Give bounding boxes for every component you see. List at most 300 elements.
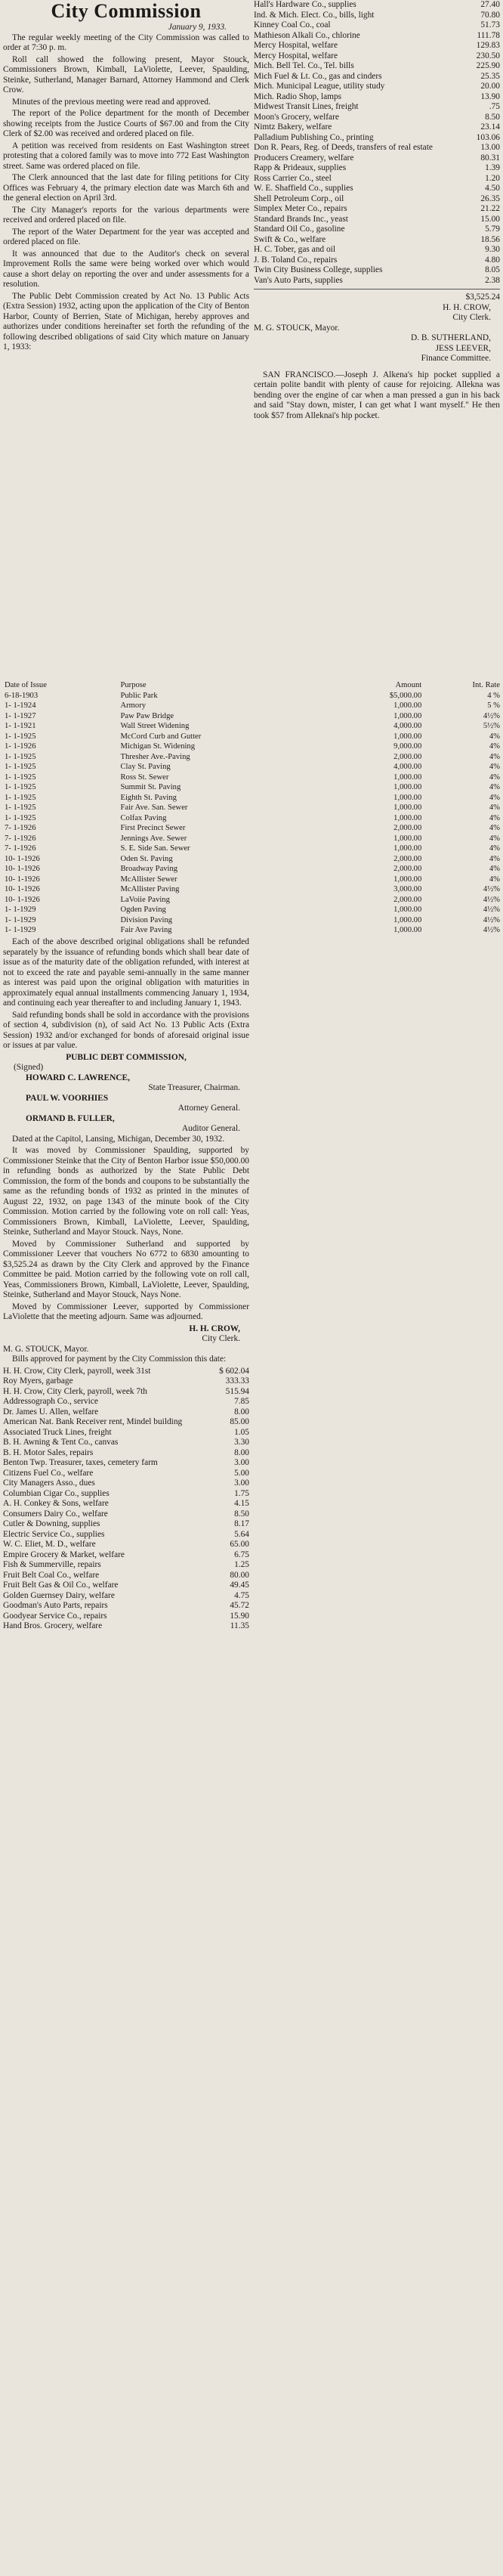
bond-date: 10- 1-1926 xyxy=(5,885,40,893)
ledger-item-amount: 103.06 xyxy=(476,132,500,142)
bond-date: 1- 1-1925 xyxy=(5,772,36,782)
bond-row xyxy=(3,793,501,803)
ledger-item-name: Mathieson Alkali Co., chlorine xyxy=(254,30,360,40)
ledger-item-amount: 23.14 xyxy=(480,122,500,132)
bond-purpose: Clay St. Paving xyxy=(120,763,171,771)
bond-amount: 2,000.00 xyxy=(393,824,422,832)
bond-rate: 4½% xyxy=(483,885,500,893)
ledger-item-name: W. C. Eliet, M. D., welfare xyxy=(3,1540,96,1549)
ledger-item-amount: 4.50 xyxy=(485,184,500,193)
bond-amount: 1,000.00 xyxy=(393,783,422,791)
ledger-row xyxy=(254,51,500,62)
bond-purpose: LaVoiie Paving xyxy=(120,895,170,904)
bond-row xyxy=(3,915,501,926)
ledger-item-name: H. C. Tober, gas and oil xyxy=(254,245,335,254)
ledger-item-name: Goodman's Auto Parts, repairs xyxy=(3,1601,108,1610)
ledger-row xyxy=(254,41,500,51)
ledger-item-amount: 6.75 xyxy=(234,1550,249,1559)
bond-rate: 4% xyxy=(489,732,500,741)
ledger-row xyxy=(3,1489,249,1500)
ledger-item-amount: 3.00 xyxy=(234,1458,249,1467)
ledger-item-amount: $ 602.04 xyxy=(219,1366,249,1376)
ledger-item-name: Dr. James U. Allen, welfare xyxy=(3,1407,99,1416)
ledger-item-name: H. H. Crow, City Clerk, payroll, week 31st xyxy=(3,1366,151,1376)
ledger-item-amount: 129.83 xyxy=(476,41,500,50)
bills-mayor-signature: M. G. STOUCK, Mayor. xyxy=(3,1344,89,1354)
bond-date: 7- 1-1926 xyxy=(5,834,36,843)
ledger-item-amount: 8.00 xyxy=(234,1407,249,1416)
bond-row xyxy=(3,803,501,813)
bond-date: 10- 1-1926 xyxy=(5,875,40,884)
commission-signed: (Signed) xyxy=(14,1063,44,1072)
ledger-item-name: Roy Myers, garbage xyxy=(3,1376,73,1386)
ledger-item-name: Mich. Bell Tel. Co., Tel. bills xyxy=(254,61,354,70)
ledger-item-name: Simplex Meter Co., repairs xyxy=(254,204,347,213)
bond-date: 7- 1-1926 xyxy=(5,844,36,853)
ledger-item-name: B. H. Awning & Tent Co., canvas xyxy=(3,1438,119,1447)
ledger-item-name: Moon's Grocery, welfare xyxy=(254,112,339,122)
bond-amount: 4,000.00 xyxy=(393,722,422,730)
paragraph: Dated at the Capitol, Lansing, Michigan, December 30, 1932. xyxy=(12,1134,225,1144)
bond-rate: 4½% xyxy=(483,906,500,914)
ledger-row xyxy=(3,1387,249,1398)
ledger-item-amount: 8.00 xyxy=(234,1447,249,1457)
ledger-row xyxy=(3,1417,249,1428)
bond-row xyxy=(3,854,501,865)
ledger-item-name: Addressograph Co., service xyxy=(3,1397,98,1406)
bond-row xyxy=(3,864,501,875)
bond-rate: 4 % xyxy=(487,691,500,700)
ledger-item-name: J. B. Toland Co., repairs xyxy=(254,255,338,265)
ledger-item-name: Golden Guernsey Dairy, welfare xyxy=(3,1590,115,1600)
right-column xyxy=(254,0,500,423)
bond-row xyxy=(3,905,501,915)
bond-purpose: Armory xyxy=(120,701,147,710)
ledger-item-name: Ind. & Mich. Elect. Co., bills, light xyxy=(254,10,375,20)
ledger-item-name: Hand Bros. Grocery, welfare xyxy=(3,1621,103,1630)
ledger-row xyxy=(3,1469,249,1479)
ledger-total-row xyxy=(254,293,500,303)
ledger-row xyxy=(254,92,500,103)
bond-date: 1- 1-1929 xyxy=(5,906,36,914)
bond-amount: 1,000.00 xyxy=(393,803,422,812)
bond-date: 1- 1-1925 xyxy=(5,752,36,761)
bond-row xyxy=(3,772,501,783)
bond-date: 1- 1-1929 xyxy=(5,926,36,934)
ledger-item-name: Citizens Fuel Co., welfare xyxy=(3,1468,94,1478)
commission-member-role: Auditor General. xyxy=(181,1124,240,1133)
bond-row xyxy=(3,742,501,752)
bond-row xyxy=(3,782,501,793)
ledger-row xyxy=(254,20,500,31)
bond-table-header xyxy=(3,680,501,691)
ledger-row xyxy=(254,255,500,266)
ledger-item-amount: 65.00 xyxy=(230,1540,249,1549)
ledger-row xyxy=(3,1407,249,1418)
bond-date: 10- 1-1926 xyxy=(5,895,40,904)
bond-date: 10- 1-1926 xyxy=(5,865,40,873)
ledger-item-name: American Nat. Bank Receiver rent, Mindel building xyxy=(3,1417,183,1426)
bond-rate: 4% xyxy=(489,834,500,843)
ledger-row xyxy=(254,174,500,184)
bond-table xyxy=(3,680,501,936)
ledger-row xyxy=(254,153,500,164)
bond-rate: 4% xyxy=(489,783,500,791)
ledger-row xyxy=(254,82,500,92)
bond-rate: 4½% xyxy=(483,711,500,720)
bond-rate: 4% xyxy=(489,844,500,853)
ledger-row xyxy=(3,1612,249,1622)
ledger-row xyxy=(254,102,500,113)
ledger-row xyxy=(3,1601,249,1612)
ledger-item-name: Rapp & Prideaux, supplies xyxy=(254,163,347,172)
col-date: Date of Issue xyxy=(5,681,47,689)
article-title: City Commission xyxy=(51,0,202,22)
ledger-item-amount: 4.80 xyxy=(485,255,500,265)
committee-member: D. B. SUTHERLAND, xyxy=(411,333,491,342)
bond-amount: 1,000.00 xyxy=(393,834,422,843)
bond-rate: 4% xyxy=(489,763,500,771)
committee-title: Finance Committee. xyxy=(421,354,491,363)
ledger-row xyxy=(3,1458,249,1469)
bond-row xyxy=(3,732,501,742)
ledger-item-name: A. H. Conkey & Sons, welfare xyxy=(3,1499,109,1508)
bond-purpose: Ross St. Sewer xyxy=(120,772,169,782)
bond-amount: $5,000.00 xyxy=(389,691,422,700)
ledger-item-name: Twin City Business College, supplies xyxy=(254,265,383,274)
ledger-item-name: Consumers Dairy Co., welfare xyxy=(3,1509,108,1519)
ledger-item-amount: 3.30 xyxy=(234,1438,249,1447)
bond-date: 1- 1-1925 xyxy=(5,783,36,791)
ledger-item-amount: 70.80 xyxy=(480,10,500,20)
bond-date: 1- 1-1924 xyxy=(5,701,36,710)
bond-date: 1- 1-1925 xyxy=(5,803,36,812)
paragraph: Moved by Commissioner Sutherland and supported by Commissioner Leever that vouchers No 6772 to 6830 amounting to $3,525.24 as drawn by the City Clerk and approved by the Finance Committee be paid. Motion carried by the following vote on roll call, Yeas, Commissioners Brown, Kimball, LaViolette, Leever, Spaulding, Steinke, Sutherland and Mayor Stouck, Nays None. xyxy=(3,1239,249,1299)
ledger-item-amount: 111.78 xyxy=(477,30,500,40)
commission-heading: PUBLIC DEBT COMMISSION, xyxy=(66,1052,187,1062)
ledger-row xyxy=(254,204,500,215)
news-item-san-francisco: SAN FRANCISCO.—Joseph J. Alkena's hip pocket supplied a certain polite bandit with plenty of cause for rejoicing. Allekna was bending over the engine of car when a man pressed a gun in his back and said "Stay down, mister, I can get what I want myself." He then took $57 from Alleknai's hip pocket. xyxy=(254,370,500,420)
bond-purpose: First Precinct Sewer xyxy=(120,824,186,832)
ledger-row xyxy=(3,1499,249,1509)
ledger-item-amount: 11.35 xyxy=(230,1621,249,1630)
bond-purpose: Public Park xyxy=(120,691,158,700)
bond-amount: 2,000.00 xyxy=(393,752,422,761)
bond-row xyxy=(3,752,501,763)
ledger-item-name: Mich Fuel & Lt. Co., gas and cinders xyxy=(254,71,382,81)
ledger-total: $3,525.24 xyxy=(465,293,500,302)
bond-amount: 4,000.00 xyxy=(393,763,422,771)
bond-rate: 4% xyxy=(489,854,500,863)
col-purpose: Purpose xyxy=(120,681,147,689)
paragraph: A petition was received from residents on East Washington street protesting that a colored family was to move into 772 East Washington street. Same was ordered placed on file. xyxy=(3,141,249,171)
ledger-item-name: Standard Oil Co., gasoline xyxy=(254,224,345,234)
ledger-item-name: Empire Grocery & Market, welfare xyxy=(3,1550,125,1559)
ledger-item-amount: 80.31 xyxy=(480,153,500,163)
paragraph: The report of the Police department for the month of December showing receipts from the Justice Courts of $67.00 and from the City Clerk of $2.00 was received and ordered placed on file. xyxy=(3,109,249,138)
ledger-row xyxy=(3,1621,249,1632)
ledger-item-amount: 1.39 xyxy=(485,163,500,172)
ledger-item-name: Electric Service Co., supplies xyxy=(3,1529,105,1539)
ledger-item-amount: 333.33 xyxy=(225,1376,249,1386)
ledger-item-name: City Managers Asso., dues xyxy=(3,1478,95,1488)
ledger-row xyxy=(3,1448,249,1459)
bond-purpose: Wall Street Widening xyxy=(120,722,190,730)
ledger-item-name: Fruit Belt Gas & Oil Co., welfare xyxy=(3,1581,119,1590)
bond-row xyxy=(3,823,501,834)
paragraph: Each of the above described original obligations shall be refunded separately by the issuance of refunding bonds which shall bear date of issue as of the maturity date of the obligation refunded, with interest at not to exceed the rate and payable semi-annually in the same manner as interest was paid upon the original obligation with maturities in approximately equal annual installments commencing January 1, 1934, and continuing each year thereafter to and including January 1, 1943. xyxy=(3,937,249,1008)
bond-amount: 1,000.00 xyxy=(393,844,422,853)
ledger-list xyxy=(254,0,500,286)
bond-date: 1- 1-1926 xyxy=(5,742,36,751)
bond-amount: 3,000.00 xyxy=(393,885,422,893)
ledger-row xyxy=(254,61,500,72)
bond-date: 1- 1-1921 xyxy=(5,722,36,730)
ledger-item-amount: 7.85 xyxy=(234,1397,249,1406)
bond-row xyxy=(3,701,501,711)
ledger-item-name: Standard Brands Inc., yeast xyxy=(254,214,348,224)
ledger-item-name: Associated Truck Lines, freight xyxy=(3,1427,112,1437)
ledger-item-amount: 1.25 xyxy=(234,1560,249,1569)
ledger-row xyxy=(3,1530,249,1540)
bond-rate: 4½% xyxy=(483,895,500,904)
ledger-item-name: Benton Twp. Treasurer, taxes, cemetery farm xyxy=(3,1458,158,1467)
bond-date: 1- 1-1925 xyxy=(5,763,36,771)
ledger-item-name: B. H. Motor Sales, repairs xyxy=(3,1447,94,1457)
bond-amount: 1,000.00 xyxy=(393,926,422,934)
bond-amount: 1,000.00 xyxy=(393,813,422,822)
paragraph: The City Manager's reports for the various departments were received and ordered placed on file. xyxy=(3,205,249,224)
bond-date: 1- 1-1929 xyxy=(5,915,36,924)
ledger-row xyxy=(254,224,500,235)
ledger-item-name: Columbian Cigar Co., supplies xyxy=(3,1488,110,1498)
bond-row xyxy=(3,762,501,772)
ledger-row xyxy=(254,72,500,82)
ledger-row xyxy=(254,235,500,246)
paragraph: The report of the Water Department for the year was accepted and ordered placed on file. xyxy=(3,227,249,246)
ledger-row xyxy=(3,1509,249,1520)
bond-amount: 1,000.00 xyxy=(393,793,422,802)
bond-amount: 1,000.00 xyxy=(393,732,422,741)
ledger-row xyxy=(254,143,500,153)
ledger-item-amount: 3.00 xyxy=(234,1478,249,1488)
ledger-item-name: Producers Creamery, welfare xyxy=(254,153,354,163)
ledger-item-amount: 230.50 xyxy=(476,51,500,60)
bond-date: 10- 1-1926 xyxy=(5,854,40,863)
bond-purpose: Paw Paw Bridge xyxy=(120,711,174,720)
paragraph: The Public Debt Commission created by Act No. 13 Public Acts (Extra Session) 1932, acting upon the application of the City of Benton Harbor, County of Berrien, State of Michigan, hereby approves and authorizes under conditions hereinafter set forth the refunding of the following described obligations of said City which mature on January 1, 1933: xyxy=(3,291,249,351)
ledger-item-amount: 26.35 xyxy=(480,194,500,203)
left-column xyxy=(3,0,249,355)
paragraph: Roll call showed the following present, Mayor Stouck, Commissioners Brown, Kimball, LaViolette, Leever, Spaulding, Steinke, Sutherland, Manager Barnard, Attorney Hammond and Clerk Crow. xyxy=(3,54,249,94)
bond-date: 1- 1-1925 xyxy=(5,793,36,802)
bond-purpose: Fair Ave Paving xyxy=(120,926,172,934)
ledger-item-name: Hall's Hardware Co., supplies xyxy=(254,0,356,9)
bond-rate: 4% xyxy=(489,865,500,873)
bond-purpose: Fair Ave. San. Sewer xyxy=(120,803,188,812)
ledger-item-amount: 9.30 xyxy=(485,245,500,254)
ledger-item-amount: 5.79 xyxy=(485,224,500,234)
ledger-item-amount: 45.72 xyxy=(230,1601,249,1610)
ledger-item-name: Cutler & Downing, supplies xyxy=(3,1519,100,1528)
bond-rate: 4% xyxy=(489,772,500,782)
commission-member-name: PAUL W. VOORHIES xyxy=(26,1093,109,1103)
bond-amount: 2,000.00 xyxy=(393,895,422,904)
ledger-item-name: Van's Auto Parts, supplies xyxy=(254,275,343,285)
ledger-item-name: Midwest Transit Lines, freight xyxy=(254,102,359,111)
ledger-row xyxy=(254,31,500,42)
bond-purpose: Oden St. Paving xyxy=(120,854,173,863)
ledger-item-amount: 1.05 xyxy=(234,1427,249,1437)
paragraph: It was announced that due to the Auditor's check on several Improvement Rolls the same were being worked over which would cause a short delay on reporting the over and under assessments for a resolution. xyxy=(3,249,249,289)
bond-date: 6-18-1903 xyxy=(5,691,39,700)
bond-purpose: Summit St. Paving xyxy=(120,783,181,791)
bond-amount: 1,000.00 xyxy=(393,875,422,884)
paragraph: The Clerk announced that the last date for filing petitions for City Offices was February 4, the primary election date was March 6th and the general election on April 3rd. xyxy=(3,173,249,203)
ledger-item-amount: 18.56 xyxy=(480,234,500,244)
ledger-item-amount: 80.00 xyxy=(230,1570,249,1580)
ledger-row xyxy=(254,163,500,174)
ledger-item-amount: 515.94 xyxy=(225,1386,249,1396)
bond-row xyxy=(3,875,501,885)
bond-row xyxy=(3,895,501,906)
bond-row xyxy=(3,834,501,844)
ledger-item-name: Ross Carrier Co., steel xyxy=(254,173,332,183)
ledger-row xyxy=(3,1560,249,1571)
bond-amount: 2,000.00 xyxy=(393,854,422,863)
ledger-item-name: H. H. Crow, City Clerk, payroll, week 7th xyxy=(3,1386,147,1396)
ledger-item-amount: 225.90 xyxy=(476,61,500,70)
ledger-row xyxy=(254,194,500,205)
ledger-item-amount: 25.35 xyxy=(480,71,500,81)
adjourn-signature-name: H. H. CROW, xyxy=(189,1324,240,1333)
ledger-item-name: Palladium Publishing Co., printing xyxy=(254,132,374,142)
bond-amount: 1,000.00 xyxy=(393,915,422,924)
commission-member-name: ORMAND B. FULLER, xyxy=(26,1113,115,1123)
ledger-item-amount: 15.90 xyxy=(230,1611,249,1621)
ledger-item-name: Kinney Coal Co., coal xyxy=(254,20,331,29)
ledger-item-amount: 15.00 xyxy=(480,214,500,224)
bond-rate: 4% xyxy=(489,813,500,822)
bond-rate: 4% xyxy=(489,824,500,832)
bond-purpose: McCord Curb and Gutter xyxy=(120,732,202,741)
ledger-item-amount: 20.00 xyxy=(480,82,500,91)
ledger-row xyxy=(3,1550,249,1561)
ledger-row xyxy=(3,1397,249,1407)
bond-date: 1- 1-1925 xyxy=(5,813,36,822)
bond-rate: 4% xyxy=(489,752,500,761)
mayor-signature: M. G. STOUCK, Mayor. xyxy=(254,323,340,333)
clerk-signature-title: City Clerk. xyxy=(452,313,491,322)
bond-purpose: McAllister Sewer xyxy=(120,875,177,884)
ledger-item-amount: 4.75 xyxy=(234,1590,249,1600)
ledger-item-amount: 8.17 xyxy=(234,1519,249,1528)
paragraph: It was moved by Commissioner Spaulding, supported by Commissioner Steinke that the City of Benton Harbor issue $50,000.00 in refunding bonds as authorized by the State Public Debt Commission, the form of the bonds and coupons to be substantially the same as the refunding bonds of 1932 as printed in the minutes of August 22, 1932, on page 1343 of the minute book of the City Commission. Motion carried by the following vote on roll call: Yeas, Commissioners Brown, Kimball, LaViolette, Leever, Spaulding, Steinke, Sutherland and Mayor Stouck. Nays, None. xyxy=(3,1146,249,1237)
col-amount: Amount xyxy=(395,681,422,689)
ledger-row xyxy=(254,11,500,21)
ledger-item-amount: .75 xyxy=(489,102,500,111)
bond-rate: 4% xyxy=(489,803,500,812)
bond-amount: 1,000.00 xyxy=(393,772,422,782)
ledger-row xyxy=(254,276,500,286)
bond-purpose: Division Paving xyxy=(120,915,173,924)
bond-purpose: Colfax Paving xyxy=(120,813,167,822)
ledger-item-name: Fish & Summerville, repairs xyxy=(3,1560,101,1569)
ledger-item-amount: 85.00 xyxy=(230,1417,249,1426)
ledger-row xyxy=(254,0,500,11)
ledger-row xyxy=(254,184,500,194)
bond-purpose: McAllister Paving xyxy=(120,885,180,893)
ledger-item-amount: 8.05 xyxy=(485,265,500,274)
ledger-row xyxy=(254,215,500,225)
bond-rate: 5 % xyxy=(487,701,500,710)
bond-amount: 9,000.00 xyxy=(393,742,422,751)
bond-amount: 1,000.00 xyxy=(393,711,422,720)
ledger-item-amount: 13.90 xyxy=(480,91,500,101)
bond-purpose: S. E. Side San. Sewer xyxy=(120,844,190,853)
ledger-row xyxy=(3,1367,249,1377)
ledger-item-amount: 27.40 xyxy=(480,0,500,9)
bond-purpose: Thresher Ave.-Paving xyxy=(120,752,190,761)
bond-row xyxy=(3,691,501,701)
bond-purpose: Ogden Paving xyxy=(120,906,166,914)
ledger-item-name: Mercy Hospital, welfare xyxy=(254,41,338,50)
ledger-item-amount: 2.38 xyxy=(485,275,500,285)
ledger-item-amount: 4.15 xyxy=(234,1499,249,1508)
bond-date: 7- 1-1926 xyxy=(5,824,36,832)
bond-rate: 4½% xyxy=(483,915,500,924)
bond-amount: 1,000.00 xyxy=(393,906,422,914)
ledger-row xyxy=(3,1428,249,1438)
ledger-item-amount: 49.45 xyxy=(230,1581,249,1590)
bond-rate: 5½% xyxy=(483,722,500,730)
clerk-signature-name: H. H. CROW, xyxy=(443,302,491,312)
ledger-item-name: Shell Petroleum Corp., oil xyxy=(254,194,344,203)
ledger-item-name: Don R. Pears, Reg. of Deeds, transfers of real estate xyxy=(254,143,433,152)
bond-amount: 2,000.00 xyxy=(393,865,422,873)
bond-purpose: Michigan St. Widening xyxy=(120,742,196,751)
ledger-item-amount: 1.75 xyxy=(234,1488,249,1498)
ledger-item-name: Mich. Municipal League, utility study xyxy=(254,82,385,91)
ledger-item-name: Nimtz Bakery, welfare xyxy=(254,122,332,132)
paragraph: Moved by Commissioner Leever, supported by Commissioner LaViolette that the meeting adjourn. Same was adjourned. xyxy=(3,1302,249,1321)
bond-purpose: Jennings Ave. Sewer xyxy=(120,834,187,843)
paragraph: The regular weekly meeting of the City Commission was called to order at 7:30 p. m. xyxy=(3,33,249,52)
committee-member: JESS LEEVER, xyxy=(435,343,491,353)
paragraph: Said refunding bonds shall be sold in accordance with the provisions of section 4, subdivision (n), of said Act No. 13 Public Acts (Extra Session) 1932 and/or exchanged for bonds of aforesaid original issue or issues at par value. xyxy=(3,1010,249,1050)
adjourn-signature-title: City Clerk. xyxy=(202,1334,240,1343)
bond-row xyxy=(3,711,501,722)
paragraph: Minutes of the previous meeting were read and approved. xyxy=(12,97,211,107)
ledger-row xyxy=(3,1519,249,1530)
ledger-item-amount: 8.50 xyxy=(234,1509,249,1519)
article-date: January 9, 1933. xyxy=(168,23,227,32)
bond-rate: 4% xyxy=(489,793,500,802)
bond-purpose: Broadway Paving xyxy=(120,865,178,873)
bond-row xyxy=(3,813,501,824)
bond-rate: 4% xyxy=(489,742,500,751)
bills-list xyxy=(3,1367,249,1632)
ledger-row xyxy=(3,1591,249,1602)
ledger-item-name: Swift & Co., welfare xyxy=(254,234,326,244)
ledger-item-amount: 1.20 xyxy=(485,173,500,183)
ledger-row xyxy=(254,133,500,144)
ledger-item-name: Mich. Radio Shop, lamps xyxy=(254,91,342,101)
ledger-item-amount: 21.22 xyxy=(480,204,500,213)
ledger-row xyxy=(3,1581,249,1591)
ledger-row xyxy=(254,265,500,276)
ledger-row xyxy=(254,113,500,123)
